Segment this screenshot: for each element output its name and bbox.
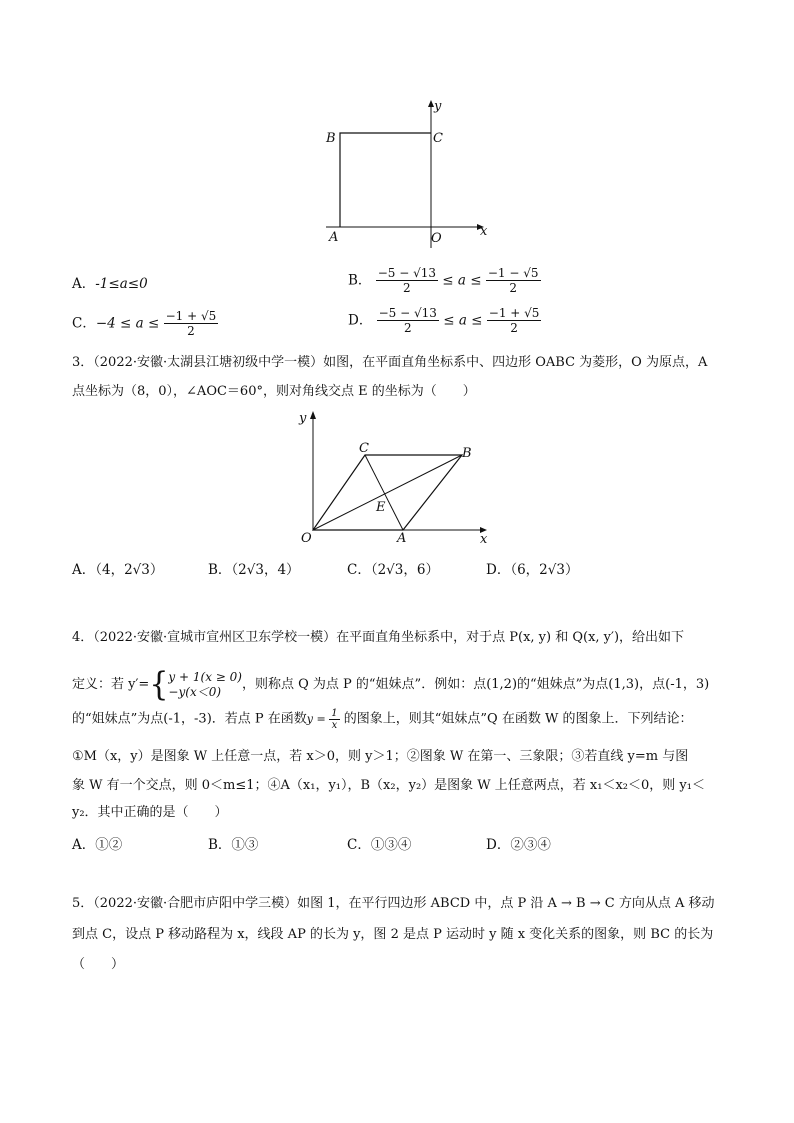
label-A: A: [329, 230, 339, 245]
q5-line-2: 到点 C，设点 P 移动路程为 x，线段 AP 的长为 y，图 2 是点 P 运动时 y 随 x 变化关系的图象，则 BC 的长为: [72, 927, 714, 942]
q4-option-b: B．①③: [208, 837, 259, 853]
q2-option-b: B． $\frac{-5 - √13}{2}$ ≤ a ≤ $\frac{-1 - √5}{2}$: [348, 266, 539, 295]
q3-option-a: A．（4，2√3）: [72, 562, 164, 578]
q4-option-a: A．①②: [72, 837, 123, 853]
q4-option-d: D．②③④: [486, 837, 551, 853]
label-x: x: [480, 224, 488, 239]
label-C: C: [359, 441, 369, 456]
label-y: y: [434, 99, 442, 114]
figure-rhombus: [295, 408, 495, 544]
q4-line-3: 的“姐妹点”为点(-1，-3)．若点 P 在函数y = $\frac{1}{x}$ 的图象上，则其“姐妹点”Q 在函数 W 的图象上．下列结论：: [72, 708, 693, 731]
label-x: x: [480, 532, 488, 544]
q2-option-a: A．-1≤a≤0: [72, 276, 148, 292]
q4-line-4: ①M（x，y）是图象 W 上任意一点，若 x＞0，则 y＞1；②图象 W 在第一、三象限；③若直线 y=m 与图: [72, 749, 689, 764]
label-E: E: [376, 500, 386, 515]
q3-option-c: C．（2√3，6）: [347, 562, 439, 578]
q4-option-c: C．①③④: [347, 837, 412, 853]
q3-line-2: 点坐标为（8，0），∠AOC＝60°，则对角线交点 E 的坐标为（ ）: [72, 384, 476, 399]
diagonal-ac: [365, 455, 403, 530]
q2-option-c: C．−4 ≤ a ≤ $\frac{-1 + √5}{2}$: [72, 309, 217, 338]
q2-option-d: D． $\frac{-5 - √13}{2}$ ≤ a ≤ $\frac{-1 + √5}{2}$: [348, 306, 540, 335]
label-O: O: [431, 231, 442, 246]
q4-definition: 定义：若 y′={ y + 1(x ≥ 0) −y(x＜0) ，则称点 Q 为点 P 的“姐妹点”．例如：点(1,2)的“姐妹点”为点(1,3)，点(-1，3): [72, 665, 710, 704]
label-C: C: [433, 131, 443, 146]
q4-line-6: y₂．其中正确的是（ ）: [72, 805, 228, 820]
q3-line-1: 3．（2022·安徽·太湖县江塘初级中学一模）如图，在平面直角坐标系中、四边形 OABC 为菱形，O 为原点，A: [72, 355, 708, 370]
figure-square-axes: [320, 98, 500, 250]
q4-line-5: 象 W 有一个交点，则 0＜m≤1；④A（x₁，y₁），B（x₂，y₂）是图象 W 上任意两点，若 x₁＜x₂＜0，则 y₁＜: [72, 778, 705, 793]
q3-option-d: D．（6，2√3）: [486, 562, 579, 578]
q5-line-3: （ ）: [72, 957, 125, 972]
square-shape: [340, 133, 431, 227]
y-axis-arrow: [310, 411, 316, 419]
q4-line-1: 4．（2022·安徽·宣城市宣州区卫东学校一模）在平面直角坐标系中，对于点 P(x, y) 和 Q(x, y′)，给出如下: [72, 630, 685, 645]
label-O: O: [301, 531, 312, 544]
q3-option-b: B．（2√3，4）: [208, 562, 300, 578]
label-B: B: [462, 446, 472, 461]
q5-line-1: 5．（2022·安徽·合肥市庐阳中学三模）如图 1，在平行四边形 ABCD 中，点 P 沿 A → B → C 方向从点 A 移动: [72, 896, 715, 911]
diagonal-ob: [313, 455, 462, 530]
label-A: A: [397, 531, 407, 544]
label-y: y: [299, 411, 307, 426]
label-B: B: [326, 131, 336, 146]
